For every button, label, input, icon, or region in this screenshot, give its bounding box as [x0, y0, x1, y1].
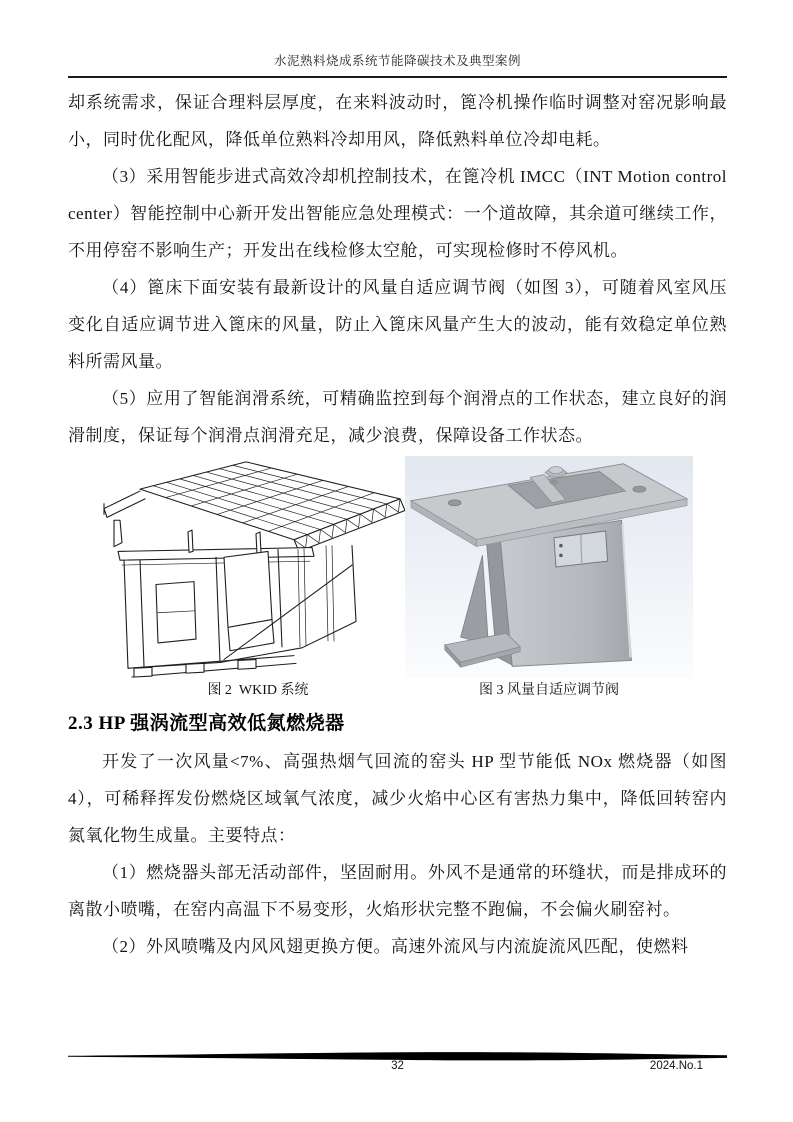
page-number: 32	[391, 1060, 404, 1072]
figure-3-air-valve	[405, 456, 693, 678]
issue-label: 2024.No.1	[649, 1060, 703, 1072]
body-paragraph: （5）应用了智能润滑系统，可精确监控到每个润滑点的工作状态，建立良好的润滑制度，保证每个润滑点润滑充足，减少浪费，保障设备工作状态。	[68, 389, 727, 445]
body-paragraph: 却系统需求，保证合理料层厚度，在来料波动时，篦冷机操作临时调整对窑况影响最小，同时优化配风，降低单位熟料冷却用风，降低熟料单位冷却电耗。	[68, 93, 727, 149]
section-heading: 2.3 HP 强涡流型高效低氮燃烧器	[68, 713, 345, 734]
body-paragraph: （4）篦床下面安装有最新设计的风量自适应调节阀（如图 3），可随着风室风压变化自适应调节进入篦床的风量，防止入篦床风量产生大的波动，能有效稳定单位熟料所需风量。	[68, 278, 727, 371]
figure-row	[68, 456, 727, 704]
body-paragraph: 开发了一次风量<7%、高强热烟气回流的窑头 HP 型节能低 NOx 燃烧器（如图 4），可稀释挥发份燃烧区域氧气浓度，减少火焰中心区有害热力集中，降低回转窑内氮氧化物生成量。主要特点：	[68, 752, 727, 845]
body-paragraph: （1）燃烧器头部无活动部件，坚固耐用。外风不是通常的环缝状，而是排成环的离散小喷嘴，在窑内高温下不易变形，火焰形状完整不跑偏，不会偏火刷窑衬。	[68, 863, 727, 919]
figure-2-wkid-system	[98, 456, 418, 678]
air-valve-render-icon	[405, 456, 693, 678]
header-rule	[68, 76, 727, 78]
wkid-system-drawing-icon	[98, 456, 418, 678]
body-paragraph: （3）采用智能步进式高效冷却机控制技术，在篦冷机 IMCC（INT Motion control center）智能控制中心新开发出智能应急处理模式：一个道故障，其余道可继续工作，不用停窑不影响生产；开发出在线检修太空舱，可实现检修时不停风机。	[68, 167, 727, 260]
body-paragraph: （2）外风喷嘴及内风风翅更换方便。高速外流风与内流旋流风匹配，使燃料	[102, 937, 689, 956]
page-content	[68, 84, 727, 965]
figure-2-caption: 图 2 WKID 系统	[207, 683, 309, 698]
running-header-title: 水泥熟料烧成系统节能降碳技术及典型案例	[273, 54, 521, 68]
figure-3-caption: 图 3 风量自适应调节阀	[479, 683, 619, 698]
footer	[68, 1060, 727, 1080]
